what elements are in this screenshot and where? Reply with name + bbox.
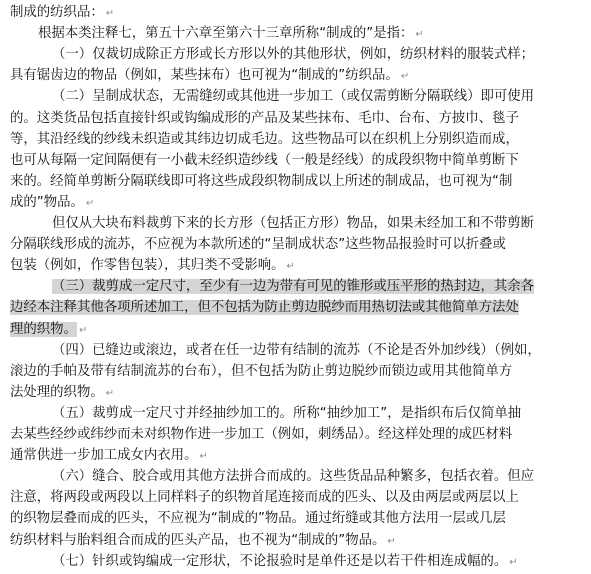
line-text: （四）已缝边或滚边，或者在任一边带有结制的流苏（不论是否外加纱线）（例如， bbox=[52, 342, 541, 358]
line-text: （一）仅裁切成除正方形或长方形以外的其他形状，例如，纺织材料的服装式样； bbox=[52, 47, 535, 63]
line-text: 包装（例如，作零售包装），其归类不受影响。 bbox=[10, 258, 285, 274]
paragraph-mark-icon: ↵ bbox=[387, 535, 396, 547]
text-line bbox=[0, 108, 591, 130]
text-line bbox=[0, 508, 591, 530]
paragraph-mark-icon: ↵ bbox=[105, 8, 115, 19]
paragraph-mark-icon: ↵ bbox=[509, 556, 518, 568]
text-line bbox=[0, 86, 591, 108]
text-line bbox=[0, 340, 591, 362]
text-line bbox=[0, 276, 591, 298]
text-line bbox=[0, 171, 591, 193]
text-line bbox=[0, 297, 591, 319]
line-text: （五）裁剪成一定尺寸并经抽纱加工的。所称“抽纱加工”，是指织布后仅简单抽 bbox=[52, 405, 522, 421]
line-text: 理的织物。 bbox=[10, 321, 77, 337]
text-line bbox=[0, 382, 591, 404]
line-text: 根据本类注释七，第五十六章至第六十三章所称“制成的”是指： bbox=[38, 26, 414, 42]
paragraph-mark-icon: ↵ bbox=[415, 29, 424, 41]
line-text: 具有锯齿边的物品（例如，某些抹布）也可视为“制成的”纺织品。 bbox=[10, 68, 399, 84]
paragraph-mark-icon: ↵ bbox=[85, 197, 95, 209]
text-line bbox=[0, 150, 591, 172]
line-text: 来的。经简单剪断分隔联线即可将这些成段织物制成以上所述的制成品，也可视为“制 bbox=[10, 173, 513, 189]
paragraph-mark-icon: ↵ bbox=[400, 71, 410, 83]
text-line bbox=[0, 424, 591, 446]
line-text: （六）缝合、胶合或用其他方法拼合而成的。这些货品品种繁多，包括衣着。但应 bbox=[52, 469, 535, 485]
text-line bbox=[0, 44, 591, 66]
paragraph-mark-icon: ↵ bbox=[105, 387, 115, 399]
line-text: 也可从每隔一定间隔便有一小截未经织造纱线（一般是经线）的成段织物中简单剪断下 bbox=[10, 152, 519, 168]
text-line bbox=[0, 2, 591, 24]
line-text: （七）针织或钩编成一定形状，不论报验时是单件还是以若干件相连成幅的。 bbox=[52, 553, 508, 569]
line-text: 但仅从大块布料裁剪下来的长方形（包括正方形）物品，如果未经加工和不带剪断 bbox=[52, 216, 535, 231]
line-text: 滚边的手帕及带有结制流苏的台布），但不包括为防止剪边脱纱而锁边或用其他简单方 bbox=[10, 363, 513, 379]
line-text: 通常供进一步加工成女内衣用。 bbox=[10, 448, 198, 464]
line-text: 制成的纺织品： bbox=[10, 5, 104, 20]
text-line bbox=[0, 65, 591, 87]
text-line bbox=[0, 255, 591, 277]
line-text: 分隔联线形成的流苏，不应视为本款所述的“呈制成状态”这些物品报验时可以折叠或 bbox=[10, 237, 506, 253]
paragraph-mark-icon: ↵ bbox=[78, 324, 88, 336]
line-text: 纺织材料与胎料组合而成的匹头产品，也不视为“制成的”物品。 bbox=[10, 532, 386, 548]
text-line bbox=[0, 403, 591, 425]
paragraph-mark-icon: ↵ bbox=[199, 451, 208, 463]
text-line bbox=[0, 23, 591, 45]
text-line bbox=[0, 129, 591, 151]
text-line bbox=[0, 361, 591, 383]
line-text: 注意，将两段或两段以上同样料子的织物首尾连接而成的匹头、以及由两层或两层以上 bbox=[10, 490, 519, 506]
line-text: 等，其沿经线的纱线未织造或其纬边切成毛边。这些物品可以在织机上分别织造而成， bbox=[10, 131, 519, 147]
text-line bbox=[0, 551, 591, 573]
paragraph-mark-icon: ↵ bbox=[286, 261, 295, 273]
text-line bbox=[0, 466, 591, 488]
line-text: （二）呈制成状态，无需缝纫或其他进一步加工（或仅需剪断分隔联线）即可使用 bbox=[52, 89, 535, 105]
text-line bbox=[0, 319, 591, 341]
line-text: 边经本注释其他各项所述加工，但不包括为防止剪边脱纱而用热切法或其他简单方法处 bbox=[10, 300, 519, 316]
line-text: 的。这类货品包括直接针织或钩编成形的产品及某些抹布、毛巾、台布、方披巾、毯子 bbox=[10, 110, 519, 126]
line-text: 成的”物品。 bbox=[10, 194, 84, 210]
text-line bbox=[0, 530, 591, 552]
text-line bbox=[0, 192, 591, 214]
line-text: 的织物层叠而成的匹头，不应视为“制成的”物品。通过绗缝或其他方法用一层或几层 bbox=[10, 511, 506, 527]
line-text: （三）裁剪成一定尺寸，至少有一边为带有可见的锥形或压平形的热封边，其余各 bbox=[52, 279, 535, 295]
text-line bbox=[0, 234, 591, 256]
text-line bbox=[0, 445, 591, 467]
text-line bbox=[0, 213, 591, 235]
text-line bbox=[0, 487, 591, 509]
line-text: 去某些经纱或纬纱而未对织物作进一步加工（例如，刺绣品）。经这样处理的成匹材料 bbox=[10, 427, 513, 442]
line-text: 法处理的织物。 bbox=[10, 384, 104, 400]
